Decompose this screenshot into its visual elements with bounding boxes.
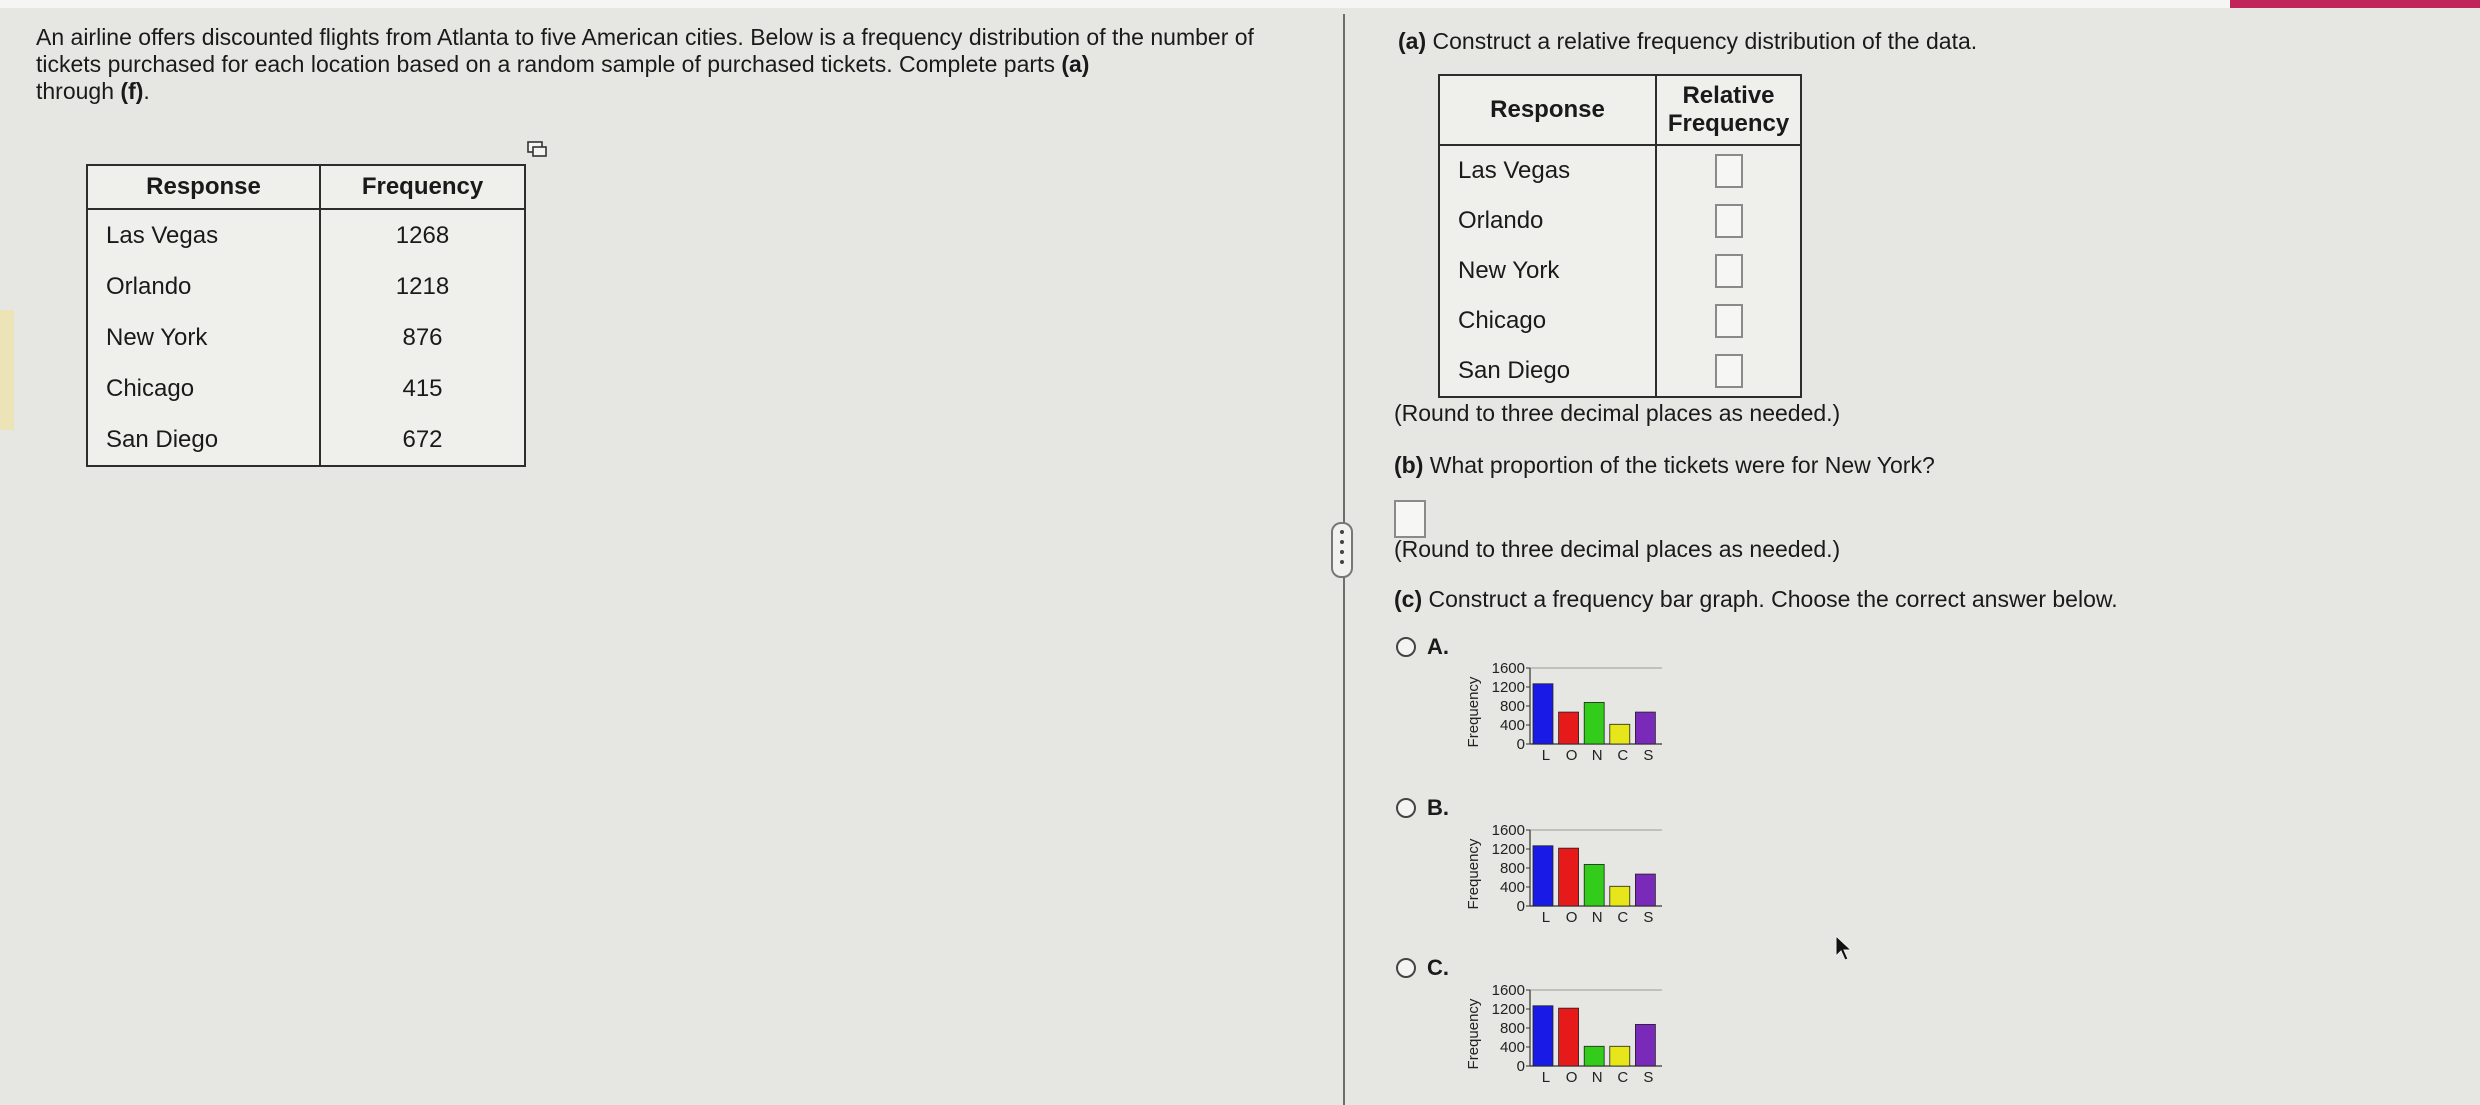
x-tick-label: O xyxy=(1565,909,1578,926)
handle-dot xyxy=(1340,550,1344,554)
answer-cell xyxy=(1656,196,1801,246)
y-tick-label: 800 xyxy=(1499,698,1525,715)
table-row xyxy=(1439,296,1801,346)
problem-text: An airline offers discounted flights from Atlanta to five American cities. Below is a frequency distribution of the number of tickets purchased for each location based on a random sample of purchased tickets. Complete parts xyxy=(36,24,1254,77)
answer-cell xyxy=(1656,145,1801,196)
frequency-cell: 415 xyxy=(402,374,443,402)
y-tick-label: 800 xyxy=(1499,1020,1525,1037)
table-row xyxy=(1439,145,1801,196)
part-b-question xyxy=(1394,452,1935,479)
option-c-chart xyxy=(1462,972,1682,1092)
answer-cell xyxy=(1656,246,1801,296)
answer-input-new-york[interactable] xyxy=(1715,254,1743,288)
part-c-text: Construct a frequency bar graph. Choose the correct answer below. xyxy=(1428,586,2118,612)
option-b-radio[interactable] xyxy=(1396,798,1416,818)
y-tick-label: 400 xyxy=(1499,879,1525,896)
option-b-chart xyxy=(1462,812,1682,932)
option-a-label: A. xyxy=(1427,634,1449,659)
x-tick-label: C xyxy=(1617,909,1629,926)
x-tick-label: S xyxy=(1643,909,1654,926)
y-tick-label: 1600 xyxy=(1491,982,1525,999)
handle-dot xyxy=(1340,530,1344,534)
frequency-cell: 876 xyxy=(402,323,443,351)
y-tick-label: 0 xyxy=(1516,1058,1525,1075)
y-tick-label: 1200 xyxy=(1491,679,1525,696)
handle-dot xyxy=(1340,540,1344,544)
x-tick-label: N xyxy=(1591,909,1603,926)
part-b-label: (b) xyxy=(1394,452,1424,478)
header-response: Response xyxy=(87,165,320,209)
bar xyxy=(1635,712,1655,744)
option-a-chart xyxy=(1462,650,1682,770)
bar xyxy=(1533,1006,1553,1066)
table-row xyxy=(1439,246,1801,296)
response-cell: New York xyxy=(1439,246,1656,296)
part-a-question xyxy=(1398,28,1977,55)
header-relative-frequency xyxy=(1656,75,1801,145)
response-cell: New York xyxy=(87,312,320,363)
frequency-cell: 672 xyxy=(402,425,443,453)
copy-data-icon[interactable] xyxy=(526,140,548,158)
problem-through: through xyxy=(36,78,115,104)
accent-bar xyxy=(2230,0,2480,8)
response-cell: San Diego xyxy=(1439,346,1656,397)
answer-cell xyxy=(1656,346,1801,397)
answer-input-las-vegas[interactable] xyxy=(1715,154,1743,188)
bar xyxy=(1610,724,1630,744)
y-tick-label: 0 xyxy=(1516,898,1525,915)
answer-cell xyxy=(1656,296,1801,346)
x-tick-label: N xyxy=(1591,747,1603,764)
mouse-cursor-icon xyxy=(1834,934,1854,962)
part-b-note: (Round to three decimal places as needed.) xyxy=(1394,536,1841,562)
y-axis-label: Frequency xyxy=(1465,676,1482,748)
part-b-text: What proportion of the tickets were for New York? xyxy=(1429,452,1935,478)
bar xyxy=(1584,702,1604,744)
y-tick-label: 400 xyxy=(1499,717,1525,734)
response-cell: Chicago xyxy=(1439,296,1656,346)
bar xyxy=(1559,712,1579,744)
bar xyxy=(1610,1046,1630,1066)
answer-input-new-york-proportion[interactable] xyxy=(1394,500,1426,538)
y-tick-label: 1600 xyxy=(1491,822,1525,839)
bar xyxy=(1559,848,1579,906)
table-row xyxy=(1439,346,1801,397)
relative-frequency-table xyxy=(1438,74,1802,398)
problem-statement: An airline offers discounted flights from Atlanta to five American cities. Below is a frequency distribution of the number of tickets purchased for each location based on a random sample of purchased tickets. Complete parts (a) through (f). xyxy=(36,24,1254,104)
y-tick-label: 400 xyxy=(1499,1039,1525,1056)
x-tick-label: N xyxy=(1591,1069,1603,1086)
bar xyxy=(1635,874,1655,906)
frequency-table xyxy=(86,164,526,467)
part-a-note: (Round to three decimal places as needed.) xyxy=(1394,400,1841,426)
header-frequency: Frequency xyxy=(1667,110,1790,137)
y-tick-label: 1600 xyxy=(1491,660,1525,677)
response-cell: Chicago xyxy=(87,363,320,414)
table-row xyxy=(87,209,525,261)
frequency-cell: 1218 xyxy=(395,272,450,300)
table-row xyxy=(1439,196,1801,246)
option-c-radio[interactable] xyxy=(1396,958,1416,978)
y-axis-label: Frequency xyxy=(1465,838,1482,910)
x-tick-label: O xyxy=(1565,1069,1578,1086)
response-cell: Orlando xyxy=(1439,196,1656,246)
bar xyxy=(1635,1024,1655,1066)
response-cell: San Diego xyxy=(87,414,320,466)
panel-resize-handle[interactable] xyxy=(1331,522,1353,578)
x-tick-label: L xyxy=(1541,747,1551,764)
option-a-radio[interactable] xyxy=(1396,637,1416,657)
bar xyxy=(1559,1008,1579,1066)
header-relative: Relative xyxy=(1682,82,1775,109)
frequency-cell: 1268 xyxy=(395,221,450,249)
header-frequency: Frequency xyxy=(320,165,525,209)
bar xyxy=(1533,846,1553,906)
y-axis-label: Frequency xyxy=(1465,998,1482,1070)
x-tick-label: O xyxy=(1565,747,1578,764)
bar xyxy=(1610,886,1630,906)
x-tick-label: L xyxy=(1541,909,1551,926)
y-tick-label: 800 xyxy=(1499,860,1525,877)
x-tick-label: L xyxy=(1541,1069,1551,1086)
bar xyxy=(1584,1046,1604,1066)
bar xyxy=(1533,684,1553,744)
response-cell: Orlando xyxy=(87,261,320,312)
answer-input-san-diego[interactable] xyxy=(1715,354,1743,388)
part-c-label: (c) xyxy=(1394,586,1423,612)
part-a-text: Construct a relative frequency distribution of the data. xyxy=(1432,28,1978,54)
top-bar xyxy=(0,0,2480,8)
option-b-label: B. xyxy=(1427,795,1449,820)
bar xyxy=(1584,864,1604,906)
y-tick-label: 1200 xyxy=(1491,1001,1525,1018)
table-row xyxy=(87,414,525,466)
problem-part-start: (a) xyxy=(1061,51,1090,77)
x-tick-label: C xyxy=(1617,1069,1629,1086)
answer-input-chicago[interactable] xyxy=(1715,304,1743,338)
header-response: Response xyxy=(1439,75,1656,145)
x-tick-label: S xyxy=(1643,747,1654,764)
left-edge-strip xyxy=(0,310,14,430)
y-tick-label: 0 xyxy=(1516,736,1525,753)
x-tick-label: S xyxy=(1643,1069,1654,1086)
response-cell: Las Vegas xyxy=(87,209,320,261)
table-row xyxy=(87,363,525,414)
answer-input-orlando[interactable] xyxy=(1715,204,1743,238)
y-tick-label: 1200 xyxy=(1491,841,1525,858)
handle-dot xyxy=(1340,560,1344,564)
option-c-label: C. xyxy=(1427,955,1449,980)
table-row xyxy=(87,261,525,312)
response-cell: Las Vegas xyxy=(1439,145,1656,196)
table-row xyxy=(87,312,525,363)
x-tick-label: C xyxy=(1617,747,1629,764)
problem-part-end: (f) xyxy=(120,78,144,104)
part-a-label: (a) xyxy=(1398,28,1427,54)
part-c-question xyxy=(1394,586,2118,613)
